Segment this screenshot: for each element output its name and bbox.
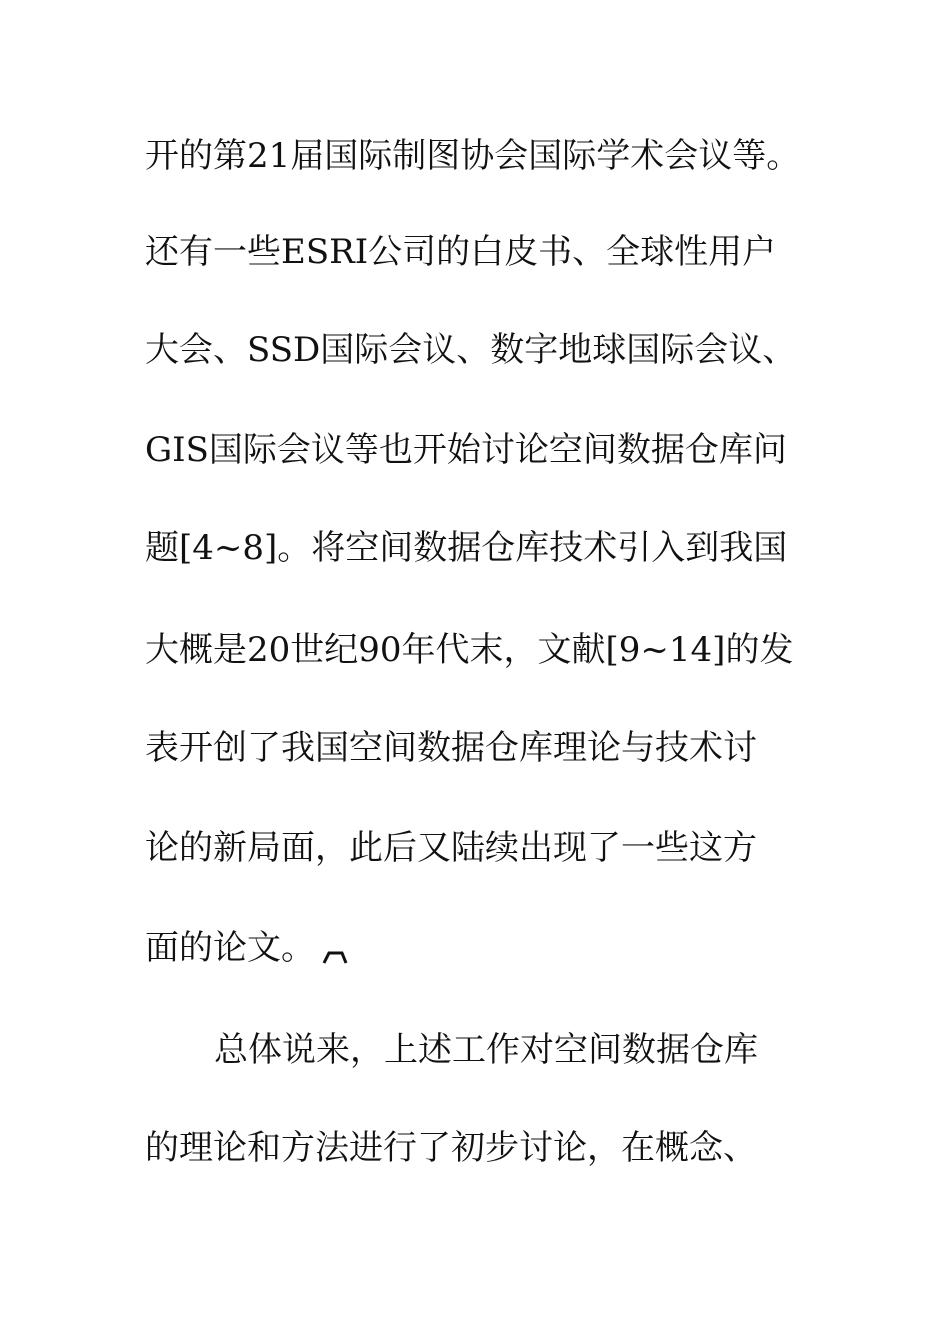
text-line-11: 的理论和方法进行了初步讨论，在概念、 [145, 1128, 757, 1168]
text-line-7: 表开创了我国空间数据仓库理论与技术讨 [145, 728, 757, 768]
text-line-1: 开的第21届国际制图协会国际学术会议等。 [145, 136, 801, 176]
text-line-8: 论的新局面，此后又陆续出现了一些这方 [145, 828, 757, 868]
text-line-2: 还有一些ESRI公司的白皮书、全球性用户 [145, 232, 777, 272]
paragraph-mark-icon [322, 950, 348, 964]
text-line-3: 大会、SSD国际会议、数字地球国际会议、 [145, 330, 797, 370]
text-line-9: 面的论文。 [145, 928, 315, 968]
text-line-5: 题[4~8]。将空间数据仓库技术引入到我国 [145, 528, 788, 568]
text-line-6: 大概是20世纪90年代末，文献[9~14]的发 [145, 630, 794, 670]
text-line-4: GIS国际会议等也开始讨论空间数据仓库问 [145, 430, 787, 470]
text-line-10: 总体说来，上述工作对空间数据仓库 [214, 1030, 758, 1070]
